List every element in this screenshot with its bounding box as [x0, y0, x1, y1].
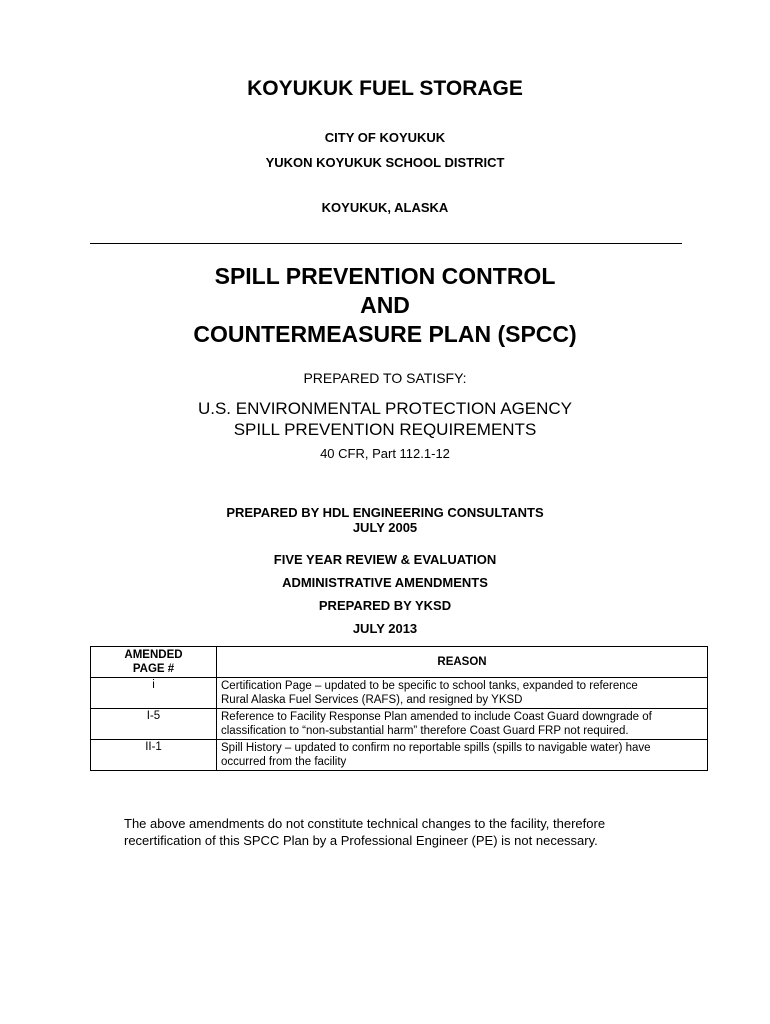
closing-note-line-2: recertification of this SPCC Plan by a Professional Engineer (PE) is not necessary.	[124, 833, 598, 848]
agency-line-2: SPILL PREVENTION REQUIREMENTS	[233, 420, 537, 439]
reason-line: Rural Alaska Fuel Services (RAFS), and resigned by YKSD	[221, 694, 523, 706]
horizontal-divider	[90, 243, 682, 244]
plan-title-line-2: AND	[360, 292, 410, 318]
reason-line: Spill History – updated to confirm no reportable spills (spills to navigable water) have	[221, 742, 651, 754]
reason-cell	[217, 740, 708, 771]
closing-note-line-1: The above amendments do not constitute technical changes to the facility, therefore	[124, 816, 606, 831]
school-district: YUKON KOYUKUK SCHOOL DISTRICT	[265, 155, 505, 170]
review-block	[0, 551, 770, 643]
review-line-2: ADMINISTRATIVE AMENDMENTS	[282, 575, 488, 590]
reason-cell	[217, 709, 708, 740]
review-line-1: FIVE YEAR REVIEW & EVALUATION	[273, 552, 497, 567]
reason-line: classification to “non-substantial harm” therefore Coast Guard FRP not required.	[221, 725, 629, 737]
location: KOYUKUK, ALASKA	[321, 200, 449, 215]
table-row	[91, 678, 708, 709]
prepared-by-line-2: JULY 2005	[352, 520, 418, 535]
prepared-by-line-1: PREPARED BY HDL ENGINEERING CONSULTANTS	[226, 505, 544, 520]
plan-title-line-3: COUNTERMEASURE PLAN (SPCC)	[193, 321, 577, 347]
header-amended-page	[91, 647, 217, 678]
agency-block	[0, 398, 770, 440]
agency-line-1: U.S. ENVIRONMENTAL PROTECTION AGENCY	[197, 399, 573, 418]
table-row	[91, 709, 708, 740]
prepared-to-satisfy: PREPARED TO SATISFY:	[303, 370, 467, 386]
reason-line: Certification Page – updated to be specific to school tanks, expanded to reference	[221, 680, 638, 692]
prepared-by-block	[0, 505, 770, 535]
plan-title-line-1: SPILL PREVENTION CONTROL	[214, 263, 556, 289]
header-amended-page-line-1: AMENDED	[124, 649, 183, 661]
review-line-4: JULY 2013	[352, 621, 418, 636]
reason-cell	[217, 678, 708, 709]
reason-line: occurred from the facility	[221, 756, 347, 768]
header-amended-page-line-2: PAGE #	[132, 663, 175, 675]
amendments-table	[90, 646, 708, 771]
reason-line: Reference to Facility Response Plan amended to include Coast Guard downgrade of	[221, 711, 652, 723]
cfr-reference: 40 CFR, Part 112.1-12	[320, 446, 450, 461]
table-header-row	[91, 647, 708, 678]
closing-note	[124, 815, 684, 849]
table-row	[91, 740, 708, 771]
city-name: CITY OF KOYUKUK	[324, 130, 446, 145]
review-line-3: PREPARED BY YKSD	[318, 598, 452, 613]
header-reason: REASON	[217, 647, 708, 678]
plan-title	[0, 262, 770, 349]
amended-page-cell: I-5	[91, 709, 217, 740]
document-title: KOYUKUK FUEL STORAGE	[247, 77, 523, 100]
amended-page-cell: II-1	[91, 740, 217, 771]
amended-page-cell: i	[91, 678, 217, 709]
